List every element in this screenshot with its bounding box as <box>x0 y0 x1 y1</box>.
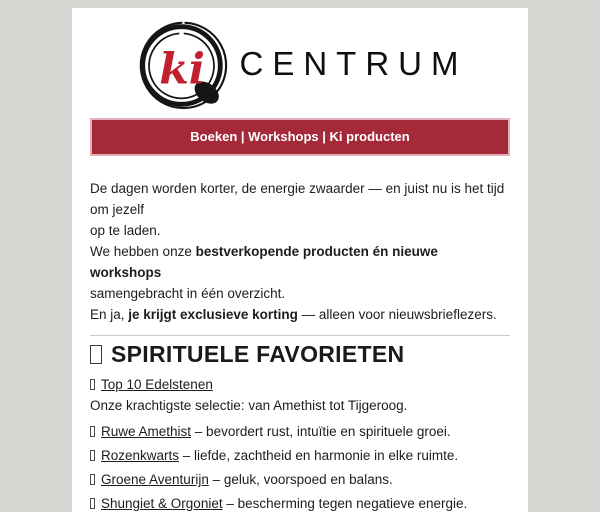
intro-line-5: En ja, <box>90 307 129 322</box>
list-item-description: – geluk, voorspoed en balans. <box>208 472 393 487</box>
product-link-rozenkwarts[interactable]: Rozenkwarts <box>101 448 180 463</box>
logo-wordmark: CENTRUM <box>239 45 468 82</box>
list-item <box>90 374 510 416</box>
section-heading-label: SPIRITUELE FAVORIETEN <box>111 341 405 367</box>
list-item-description: – bescherming tegen negatieve energie. <box>222 496 468 511</box>
intro-line-4: samengebracht in één overzicht. <box>90 286 286 301</box>
section-divider <box>90 335 510 336</box>
missing-emoji-glyph-icon <box>90 345 102 364</box>
section-heading <box>90 342 510 367</box>
ki-centrum-logo[interactable] <box>133 16 468 113</box>
intro-line-1: De dagen worden korter, de energie zwaarder — en juist nu is het tijd om jezelf <box>90 181 505 217</box>
intro-text <box>90 178 510 325</box>
product-link-top10[interactable]: Top 10 Edelstenen <box>101 377 213 392</box>
favorites-list <box>90 374 510 512</box>
missing-emoji-glyph-icon <box>90 474 95 485</box>
intro-line-5-end: — alleen voor nieuwsbrieflezers. <box>297 307 497 322</box>
intro-line-3-bold: bestverkopende producten én nieuwe workshops <box>90 244 438 280</box>
email-body <box>72 8 528 512</box>
missing-emoji-glyph-icon <box>90 450 95 461</box>
list-item <box>90 471 510 488</box>
list-item <box>90 495 510 512</box>
page-background <box>0 8 600 511</box>
missing-emoji-glyph-icon <box>90 379 95 390</box>
product-link-groene-aventurijn[interactable]: Groene Aventurijn <box>101 472 209 487</box>
nav-menu-label: Boeken | Workshops | Ki producten <box>190 129 410 144</box>
list-item <box>90 423 510 440</box>
intro-line-2: op te laden. <box>90 223 161 238</box>
logo-section <box>72 8 528 112</box>
list-item <box>90 447 510 464</box>
missing-emoji-glyph-icon <box>90 498 95 509</box>
list-item-description: Onze krachtigste selectie: van Amethist tot Tijgeroog. <box>90 398 408 413</box>
logo-ki-script: ki <box>158 44 205 95</box>
intro-line-5-bold: je krijgt exclusieve korting <box>128 307 298 322</box>
missing-emoji-glyph-icon <box>90 426 95 437</box>
ki-enso-brush-logo-icon <box>133 16 230 113</box>
product-link-shungiet-orgoniet[interactable]: Shungiet & Orgoniet <box>101 496 223 511</box>
nav-menu-bar[interactable] <box>90 118 510 156</box>
intro-line-3: We hebben onze <box>90 244 196 259</box>
product-link-ruwe-amethist[interactable]: Ruwe Amethist <box>101 424 192 439</box>
list-item-description: – bevordert rust, intuïtie en spirituele groei. <box>191 424 451 439</box>
list-item-description: – liefde, zachtheid en harmonie in elke ruimte. <box>179 448 459 463</box>
